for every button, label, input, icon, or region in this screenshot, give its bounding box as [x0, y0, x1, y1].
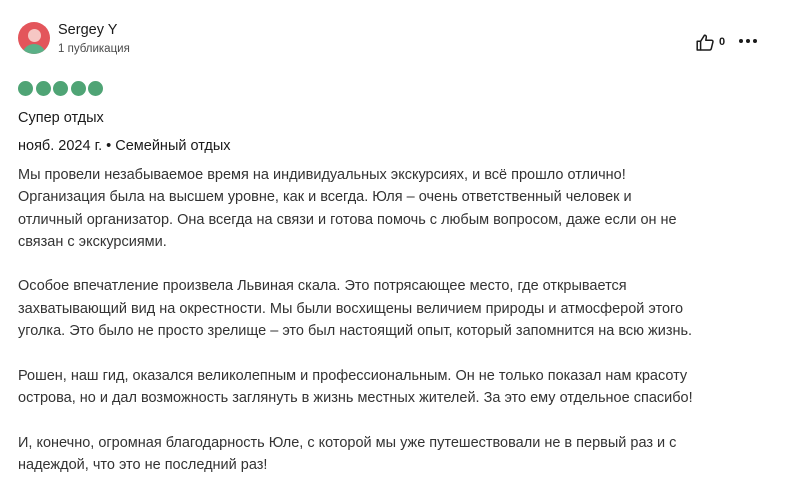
thumbs-up-icon [696, 34, 714, 51]
review-paragraph [18, 275, 778, 342]
avatar[interactable] [18, 22, 50, 54]
rating-bubble [53, 81, 68, 96]
review-text-line: острова, но и дал возможность заглянуть в жизнь местных жителей. За это ему отдельное спасибо! [18, 389, 693, 406]
avatar-shoulders [22, 44, 46, 54]
review-paragraph [18, 365, 778, 410]
more-options-button[interactable] [737, 32, 759, 50]
review-paragraph [18, 164, 778, 253]
user-contributions: 1 публикация [58, 43, 130, 55]
rating-bubbles [18, 81, 106, 96]
review-text-line: захватывающий вид на окрестности. Мы были восхищены величием природы и атмосферой этого [18, 300, 684, 317]
helpful-vote-button[interactable] [696, 32, 725, 52]
rating-bubble [18, 81, 33, 96]
rating-bubble [71, 81, 86, 96]
review-text-line: надеждой, что это не последний раз! [18, 456, 268, 473]
review-date: нояб. 2024 г. [18, 138, 103, 154]
review-text-line: Организация была на высшем уровне, как и всегда. Юля – очень ответственный человек и [18, 189, 632, 206]
separator-dot: • [106, 138, 112, 154]
more-options-icon [737, 32, 759, 50]
review-title[interactable]: Супер отдых [18, 110, 104, 126]
review-text-line: Особое впечатление произвела Львиная скала. Это потрясающее место, где открывается [18, 278, 627, 295]
review-paragraph [18, 432, 778, 477]
review-body [18, 164, 778, 498]
review-text-line: уголка. Это было не просто зрелище – это был настоящий опыт, который запомнится на всю жизнь. [18, 323, 693, 340]
user-name[interactable]: Sergey Y [58, 22, 118, 38]
helpful-count: 0 [719, 36, 726, 48]
trip-type: Семейный отдых [115, 138, 231, 154]
review-trip-info [18, 138, 231, 154]
review-text-line: И, конечно, огромная благодарность Юле, с которой мы уже путешествовали не в первый раз и с [18, 434, 677, 451]
rating-bubble [88, 81, 103, 96]
review-text-line: отличный организатор. Она всегда на связи и готова помочь с любым вопросом, даже если он не [18, 211, 677, 228]
review-text-line: связан с экскурсиями. [18, 233, 167, 250]
rating-bubble [36, 81, 51, 96]
review-text-line: Рошен, наш гид, оказался великолепным и профессиональным. Он не только показал нам красоту [18, 367, 688, 384]
review-card [18, 0, 778, 478]
avatar-head [28, 29, 41, 42]
review-text-line: Мы провели незабываемое время на индивидуальных экскурсиях, и всё прошло отлично! [18, 167, 626, 183]
